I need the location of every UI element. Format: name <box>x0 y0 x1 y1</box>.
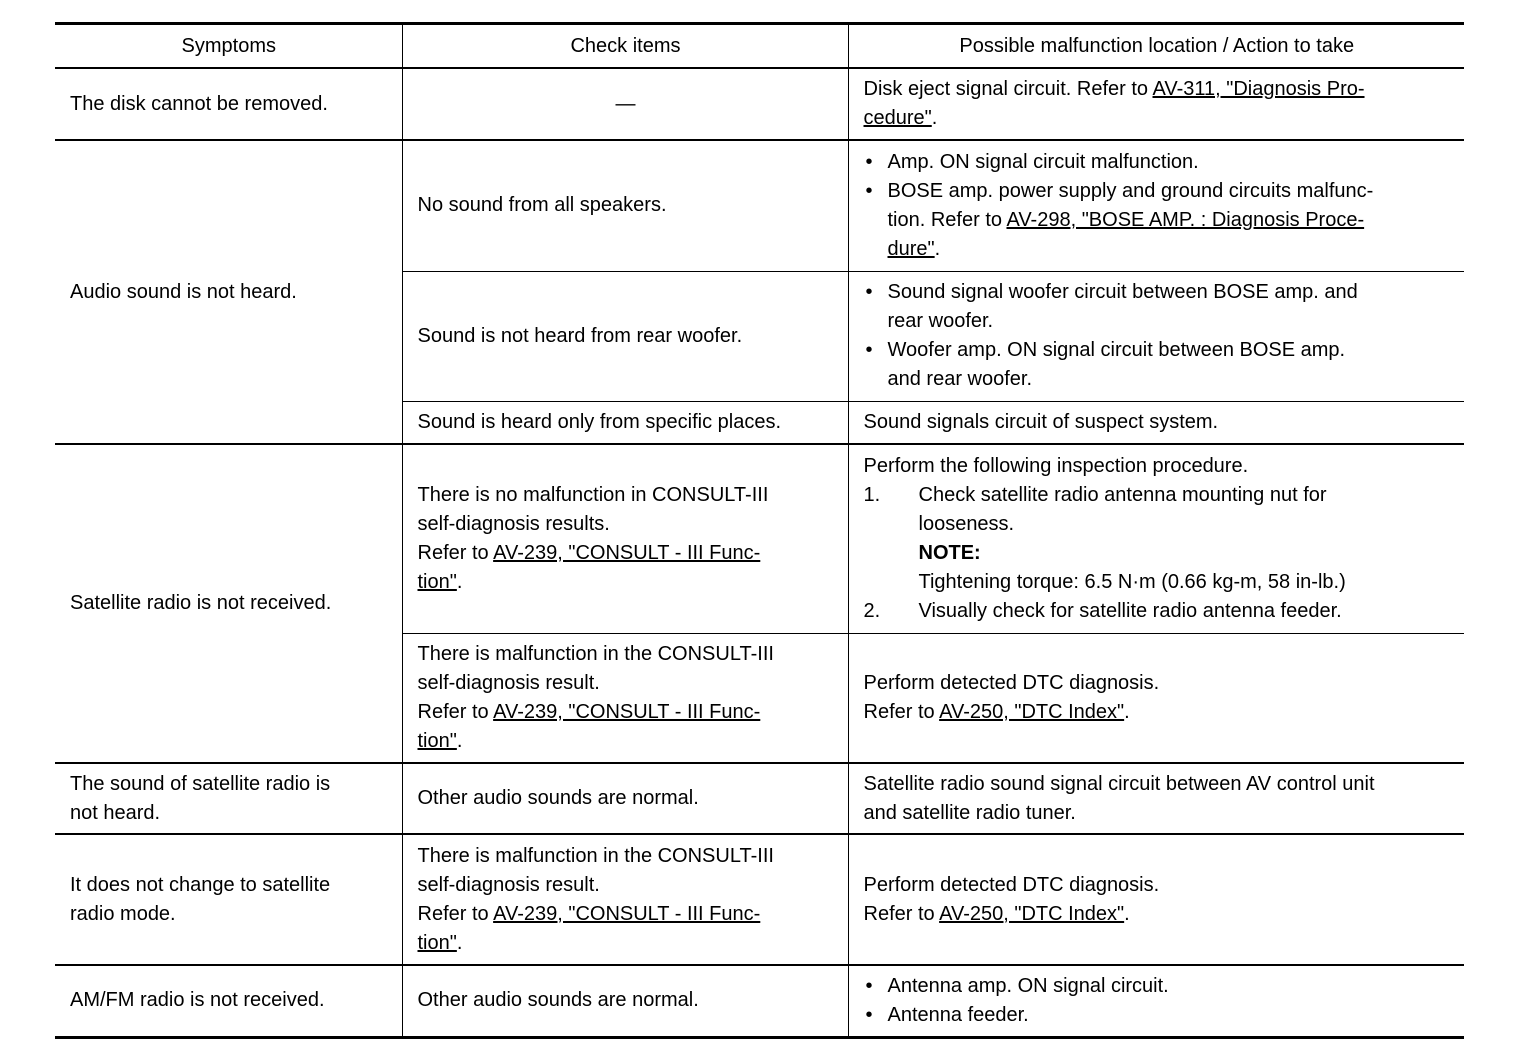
reference-link[interactable]: dure" <box>887 237 935 260</box>
check-item-cell <box>402 834 848 965</box>
cell-text: radio mode. <box>70 902 176 925</box>
cell-text: Satellite radio sound signal circuit between AV control unit <box>863 772 1375 795</box>
cell-text: Refer to <box>863 700 940 723</box>
table-row <box>55 763 1464 834</box>
cell-line <box>70 770 388 799</box>
check-item-cell <box>402 140 848 271</box>
cell-text: . <box>934 237 941 260</box>
action-cell <box>848 68 1464 140</box>
check-item-cell <box>402 271 848 401</box>
note-label: NOTE: <box>918 541 981 564</box>
cell-text: Sound is heard only from specific places. <box>417 410 782 433</box>
cell-text: . <box>456 931 463 954</box>
cell-text: . <box>1124 700 1130 723</box>
cell-text: . <box>1124 902 1130 925</box>
cell-text: Perform the following inspection procedure. <box>863 454 1249 477</box>
cell-text: It does not change to satellite <box>70 873 331 896</box>
cell-text: Perform detected DTC diagnosis. <box>863 873 1160 896</box>
cell-line <box>864 307 1451 336</box>
bullet-icon: • <box>865 150 873 173</box>
cell-line <box>864 104 1451 133</box>
symptom-cell <box>55 763 402 834</box>
symptom-cell <box>55 140 402 444</box>
cell-text: and satellite radio tuner. <box>863 801 1076 824</box>
cell-text: Refer to <box>417 902 494 925</box>
header-check-items: Check items <box>402 24 848 69</box>
reference-link[interactable]: AV-239, "CONSULT - III Func- <box>493 541 761 564</box>
cell-line <box>864 597 1451 626</box>
header-action: Possible malfunction location / Action to take <box>848 24 1464 69</box>
cell-line <box>864 799 1451 828</box>
cell-text: Tightening torque: 6.5 N·m (0.66 kg-m, 58 in-lb.) <box>918 570 1346 593</box>
cell-text: Satellite radio is not received. <box>70 592 332 614</box>
cell-text: Antenna feeder. <box>887 1003 1029 1026</box>
reference-link[interactable]: cedure" <box>863 107 932 129</box>
cell-line <box>864 235 1451 264</box>
cell-line <box>864 510 1451 539</box>
reference-link[interactable]: AV-298, "BOSE AMP. : Diagnosis Proce- <box>1006 208 1365 231</box>
cell-text: looseness. <box>918 512 1015 535</box>
cell-text: Refer to <box>417 541 494 564</box>
cell-text: Antenna amp. ON signal circuit. <box>887 974 1169 997</box>
cell-line <box>864 669 1451 698</box>
cell-line <box>418 539 834 568</box>
cell-line <box>70 871 388 900</box>
cell-line <box>418 510 834 539</box>
cell-text: There is no malfunction in CONSULT-III <box>417 483 769 506</box>
header-symptoms: Symptoms <box>55 24 402 69</box>
cell-line <box>864 539 1451 568</box>
check-item-cell <box>402 68 848 140</box>
cell-line <box>70 799 388 828</box>
check-item-cell <box>402 401 848 444</box>
cell-line <box>70 986 388 1015</box>
bullet-icon: • <box>865 974 873 997</box>
cell-line <box>70 90 388 119</box>
cell-line <box>864 568 1451 597</box>
cell-line <box>418 900 834 929</box>
cell-line <box>864 481 1451 510</box>
table-row <box>55 444 1464 633</box>
cell-line <box>70 589 388 618</box>
cell-text: . <box>456 570 463 593</box>
table-row <box>55 965 1464 1037</box>
action-cell <box>848 271 1464 401</box>
diagnosis-table <box>55 22 1464 1039</box>
cell-text: Woofer amp. ON signal circuit between BOSE amp. <box>887 339 1346 361</box>
cell-line <box>864 408 1451 437</box>
cell-line <box>864 75 1451 104</box>
cell-text: Check satellite radio antenna mounting nut for <box>918 483 1327 506</box>
cell-text: . <box>931 107 938 129</box>
cell-line <box>418 784 834 813</box>
cell-line <box>418 568 834 597</box>
cell-line <box>864 336 1451 365</box>
action-cell <box>848 763 1464 834</box>
cell-text: There is malfunction in the CONSULT-III <box>417 642 774 665</box>
cell-text: Sound is not heard from rear woofer. <box>417 324 743 347</box>
cell-text: There is malfunction in the CONSULT-III <box>417 844 774 867</box>
cell-line <box>864 770 1451 799</box>
cell-text: AM/FM radio is not received. <box>70 989 325 1012</box>
table-row <box>55 834 1464 965</box>
cell-text: self-diagnosis result. <box>417 671 600 694</box>
cell-line <box>418 986 834 1015</box>
cell-text: Amp. ON signal circuit malfunction. <box>887 150 1199 173</box>
header-row <box>55 24 1464 69</box>
cell-line <box>864 972 1451 1001</box>
cell-line <box>418 727 834 756</box>
symptom-cell <box>55 965 402 1037</box>
action-cell <box>848 444 1464 633</box>
cell-text: Disk eject signal circuit. Refer to <box>863 78 1153 100</box>
cell-line <box>864 206 1451 235</box>
bullet-icon: • <box>865 1003 873 1026</box>
cell-text: No sound from all speakers. <box>417 194 667 217</box>
cell-line <box>418 322 834 351</box>
cell-line <box>864 278 1451 307</box>
cell-text: rear woofer. <box>887 310 994 332</box>
reference-link[interactable]: AV-311, "Diagnosis Pro- <box>1152 78 1365 100</box>
cell-text: tion. Refer to <box>887 208 1007 231</box>
cell-text: Other audio sounds are normal. <box>417 787 699 809</box>
cell-text: Audio sound is not heard. <box>70 280 297 303</box>
cell-line <box>864 365 1451 394</box>
check-item-cell <box>402 633 848 763</box>
cell-line <box>864 1001 1451 1030</box>
cell-text: BOSE amp. power supply and ground circuits malfunc- <box>887 179 1374 202</box>
action-cell <box>848 633 1464 763</box>
cell-line <box>864 698 1451 727</box>
cell-line <box>418 871 834 900</box>
cell-line <box>864 452 1451 481</box>
reference-link[interactable]: tion" <box>417 931 457 954</box>
symptom-cell <box>55 68 402 140</box>
cell-text: — <box>615 92 636 115</box>
cell-line <box>418 929 834 958</box>
cell-line <box>418 669 834 698</box>
cell-line <box>418 481 834 510</box>
cell-text: Refer to <box>863 902 940 925</box>
cell-text: Other audio sounds are normal. <box>417 989 699 1012</box>
reference-link[interactable]: AV-239, "CONSULT - III Func- <box>493 700 761 723</box>
cell-line <box>418 191 834 220</box>
list-number: 1. <box>863 483 881 506</box>
symptom-cell <box>55 444 402 763</box>
bullet-icon: • <box>865 179 873 202</box>
symptom-cell <box>55 834 402 965</box>
table-row <box>55 68 1464 140</box>
cell-text: Perform detected DTC diagnosis. <box>863 671 1160 694</box>
cell-text: not heard. <box>70 801 161 824</box>
cell-text: and rear woofer. <box>887 368 1033 390</box>
reference-link[interactable]: tion" <box>417 570 457 593</box>
check-item-cell <box>402 444 848 633</box>
cell-text: . <box>456 729 463 752</box>
reference-link[interactable]: AV-250, "DTC Index" <box>939 700 1125 723</box>
table-body <box>55 68 1464 1037</box>
cell-text: Visually check for satellite radio antenna feeder. <box>918 599 1342 622</box>
cell-line <box>418 640 834 669</box>
cell-line <box>418 408 834 437</box>
bullet-icon: • <box>865 281 873 303</box>
bullet-icon: • <box>865 339 873 361</box>
action-cell <box>848 140 1464 271</box>
cell-line <box>418 698 834 727</box>
check-item-cell <box>402 965 848 1037</box>
cell-text: The disk cannot be removed. <box>70 92 328 115</box>
check-item-cell <box>402 763 848 834</box>
reference-link[interactable]: AV-239, "CONSULT - III Func- <box>493 902 761 925</box>
cell-text: The sound of satellite radio is <box>70 772 331 795</box>
cell-line <box>864 900 1451 929</box>
cell-line <box>70 278 388 307</box>
cell-text: self-diagnosis results. <box>417 512 610 535</box>
cell-text: Sound signals circuit of suspect system. <box>863 410 1219 433</box>
cell-line <box>864 148 1451 177</box>
cell-text: self-diagnosis result. <box>417 873 600 896</box>
table-row <box>55 140 1464 271</box>
reference-link[interactable]: tion" <box>417 729 457 752</box>
cell-line <box>864 177 1451 206</box>
cell-line <box>864 871 1451 900</box>
reference-link[interactable]: AV-250, "DTC Index" <box>939 902 1125 925</box>
list-number: 2. <box>863 599 881 622</box>
cell-text: Refer to <box>417 700 494 723</box>
action-cell <box>848 401 1464 444</box>
cell-line <box>418 842 834 871</box>
cell-line <box>418 90 834 119</box>
cell-text: Sound signal woofer circuit between BOSE amp. and <box>887 281 1358 303</box>
cell-line <box>70 900 388 929</box>
action-cell <box>848 965 1464 1037</box>
action-cell <box>848 834 1464 965</box>
